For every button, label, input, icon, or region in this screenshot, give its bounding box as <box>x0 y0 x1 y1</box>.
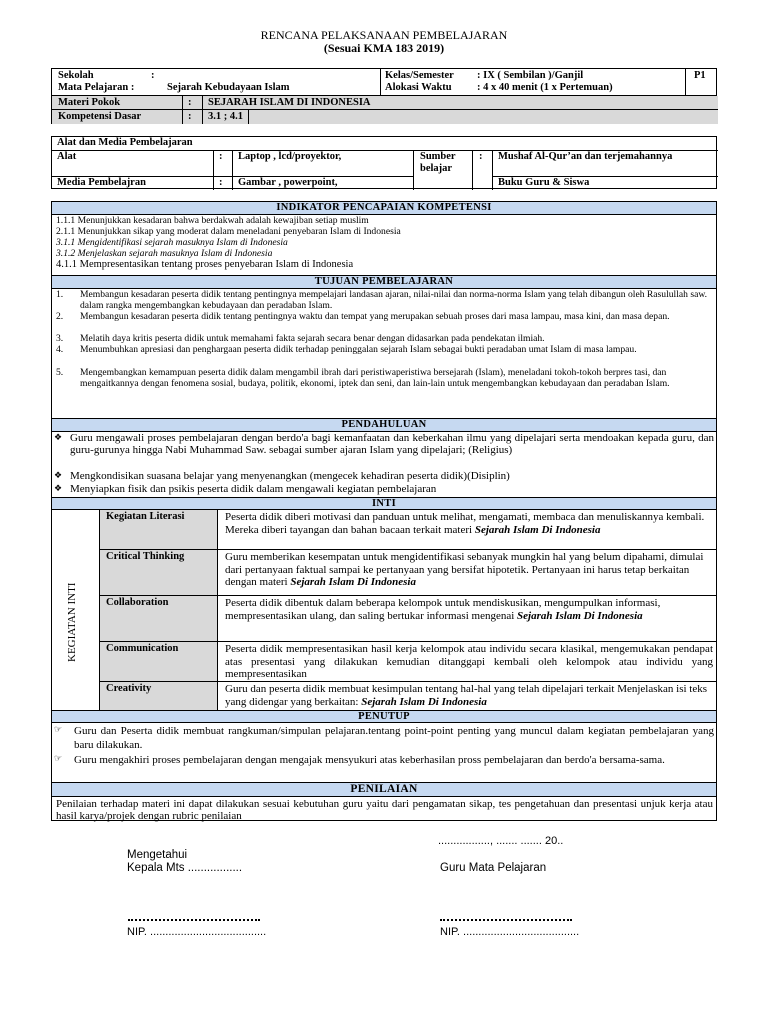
inti-text-collaboration: Peserta didik dibentuk dalam beberapa kelompok untuk mendiskusikan, mengumpulkan informasi, mempresentasikan ulang, dan saling bertukar informasi mengenai Sejarah Islam Di Indonesia <box>225 597 661 622</box>
indikator-heading: INDIKATOR PENCAPAIAN KOMPETENSI <box>52 202 716 215</box>
guru-label: Guru Mata Pelajaran <box>440 862 547 874</box>
inti-text-communication: Peserta didik mempresentasikan hasil kerja kelompok atau individu secara klasikal, mengemukakan pendapat atas presentasi yang dilakukan kemudian ditanggapi kembali oleh kelompok atau individu yang mempresentasikan <box>225 643 713 681</box>
diamond-bullet-icon: ❖ <box>54 471 63 481</box>
sekolah-label: Sekolah <box>58 70 94 81</box>
penutup-heading: PENUTUP <box>52 710 716 723</box>
penutup-item: ☞ Guru dan Peserta didik membuat rangkuman/simpulan pelajaran.tentang point-point penting yang muncul dalam kegiatan pembelajaran yang baru dilakukan. <box>54 725 714 752</box>
mapel-value: Sejarah Kebudayaan Islam <box>167 82 290 93</box>
alat-colon: : <box>219 151 223 162</box>
diamond-bullet-icon: ❖ <box>54 433 63 443</box>
penilaian-text: Penilaian terhadap materi ini dapat dilakukan sesuai kebutuhan guru yaitu dari pengamatan sikap, tes pengetahuan dan presentasi unjuk kerja atau hasil karya/projek dengan rubric penilaian <box>56 798 713 823</box>
nip-left: NIP. ...................................... <box>127 926 267 938</box>
inti-side-cell <box>52 510 100 710</box>
inti-label-collaboration: Collaboration <box>106 597 169 608</box>
pendahuluan-item: ❖ Guru mengawali proses pembelajaran dengan berdo'a bagi kemanfaatan dan keberkahan ilmu yang dipelajari serta mendoakan kepada guru, dan guru-gurunya hingga Nabi Muhammad Saw. sebagai sumber ajaran Islam yang dipelajari; (Religius) <box>54 432 714 470</box>
pointing-hand-icon: ☞ <box>54 725 63 735</box>
kd-label: Kompetensi Dasar <box>58 111 142 122</box>
tujuan-item: 4. Menumbuhkan apresiasi dan penghargaan peserta didik terhadap peninggalan sejarah Islam sebagai bukti peradaban umat Islam di masa lampau. <box>56 344 637 355</box>
indikator-item: 1.1.1 Menunjukkan kesadaran bahwa berdakwah adalah kewajiban setiap muslim <box>56 215 369 226</box>
materi-value: SEJARAH ISLAM DI INDONESIA <box>208 97 371 108</box>
alat-label: Alat <box>57 151 77 162</box>
indikator-list <box>56 215 711 272</box>
penilaian-heading: PENILAIAN <box>52 782 716 797</box>
alat-value: Laptop , lcd/proyektor, <box>238 151 342 162</box>
signature-line-right <box>440 919 572 921</box>
indikator-item: 3.1.2 Menjelaskan sejarah masuknya Islam di Indonesia <box>56 248 273 259</box>
pendahuluan-item: ❖ Menyiapkan fisik dan psikis peserta didik dalam mengawali kegiatan pembelajaran <box>54 483 437 495</box>
indikator-item: 4.1.1 Mempresentasikan tentang proses penyebaran Islam di Indonesia <box>56 259 354 270</box>
inti-label-creativity: Creativity <box>106 683 152 694</box>
kepala-label: Kepala Mts ................. <box>127 862 243 874</box>
alokasi-label: Alokasi Waktu <box>385 82 452 93</box>
signature-line-left <box>128 919 260 921</box>
inti-side-label: KEGIATAN INTI <box>66 582 78 662</box>
inti-label-literasi: Kegiatan Literasi <box>106 511 185 522</box>
indikator-item: 3.1.1 Mengidentifikasi sejarah masuknya Islam di Indonesia <box>56 237 288 248</box>
inti-label-critical: Critical Thinking <box>106 551 185 562</box>
diamond-bullet-icon: ❖ <box>54 484 63 494</box>
penutup-item: ☞ Guru mengakhiri proses pembelajaran dengan mengajak mensyukuri atas keberhasilan pross pembelajaran dan berdo'a bersama-sama. <box>54 753 714 782</box>
meeting-code: P1 <box>694 70 706 81</box>
media-table <box>51 136 717 189</box>
tujuan-heading: TUJUAN PEMBELAJARAN <box>52 275 716 289</box>
alokasi-value: : 4 x 40 menit (1 x Pertemuan) <box>477 82 613 93</box>
pendahuluan-heading: PENDAHULUAN <box>52 418 716 432</box>
media-value: Gambar , powerpoint, <box>238 177 338 188</box>
inti-text-literasi: Peserta didik diberi motivasi dan panduan untuk melihat, mengamati, membaca dan menuliskannya kembali. Mereka diberi tayangan dan bahan bacaan terkait materi Sejarah Islam Di Indonesia <box>225 511 705 536</box>
penutup-list <box>54 724 714 782</box>
tujuan-list <box>56 290 713 402</box>
indikator-item: 2.1.1 Menunjukkan sikap yang moderat dalam meneladani penyebaran Islam di Indonesia <box>56 226 401 237</box>
sumber-label: Sumber belajar <box>420 151 456 175</box>
sumber-value-2: Buku Guru & Siswa <box>498 177 590 188</box>
media-colon: : <box>219 177 223 188</box>
kd-value: 3.1 ; 4.1 <box>208 111 243 122</box>
activities-table <box>51 201 717 821</box>
tujuan-item: 5. Mengembangkan kemampuan peserta didik dalam mengambil ibrah dari peristiwaperistiwa bersejarah (Islam), meneladani tokoh-tokoh berpres tasi, dan mengaitkannya dengan fenomena sosial, budaya, politik, ekonomi, iptek dan seni, dan lain-lain untuk mengembangkan kebudayaan dan peradaban Islam. <box>56 367 670 389</box>
tujuan-item: 2. Membangun kesadaran peserta didik tentang pentingnya waktu dan tempat yang merupakan sebuah proses dari masa lampau, masa kini, dan masa depan. <box>56 311 670 322</box>
pointing-hand-icon: ☞ <box>54 754 63 764</box>
pendahuluan-item: ❖ Mengkondisikan suasana belajar yang menyenangkan (mengecek kehadiran peserta didik)(Disiplin) <box>54 470 510 482</box>
media-label: Media Pembelajran <box>57 177 146 188</box>
mapel-label: Mata Pelajaran : <box>58 82 135 93</box>
tujuan-item: 3. Melatih daya kritis peserta didik untuk memahami fakta sejarah secara benar dengan didasarkan pada pendekatan ilmiah. <box>56 333 545 344</box>
tujuan-item: 1. Membangun kesadaran peserta didik tentang pentingnya mempelajari landasan ajaran, nilai-nilai dan norma-norma Islam yang telah dibangun oleh Rasulullah saw. dalam rangka mengembangkan kebudayaan dan peradaban Islam. <box>56 289 708 311</box>
inti-rows <box>100 510 716 710</box>
date-line: ................., ....... ....... 20.. <box>438 835 564 847</box>
sekolah-colon: : <box>151 70 155 81</box>
materi-label: Materi Pokok <box>58 97 121 108</box>
inti-label-communication: Communication <box>106 643 179 654</box>
document-title: RENCANA PELAKSANAAN PEMBELAJARAN <box>260 28 508 42</box>
sumber-colon: : <box>479 151 483 162</box>
media-heading: Alat dan Media Pembelajaran <box>57 137 193 148</box>
kelas-label: Kelas/Semester <box>385 70 454 81</box>
inti-heading: INTI <box>52 497 716 510</box>
mengetahui-label: Mengetahui <box>127 849 188 861</box>
inti-text-critical: Guru memberikan kesempatan untuk mengidentifikasi sebanyak mungkin hal yang belum dipahami, dimulai dari pertanyaan faktual sampai ke pertanyaan yang bersifat hipotetik. Pertanyaan ini harus tetap berkaitan dengan materi Sejarah Islam Di Indonesia <box>225 551 704 589</box>
sumber-value-1: Mushaf Al-Qur’an dan terjemahannya <box>498 151 673 162</box>
document-subtitle: (Sesuai KMA 183 2019) <box>323 41 445 55</box>
nip-right: NIP. ...................................... <box>440 926 580 938</box>
pendahuluan-list <box>54 432 714 496</box>
inti-text-creativity: Guru dan peserta didik membuat kesimpulan tentang hal-hal yang telah dipelajari terkait Menjelaskan isi teks yang didengar yang berkaitan: Sejarah Islam Di Indonesia <box>225 683 708 708</box>
kelas-value: : IX ( Sembilan )/Ganjil <box>477 70 584 81</box>
kd-colon: : <box>188 111 192 122</box>
identity-table <box>51 68 717 124</box>
materi-colon: : <box>188 97 192 108</box>
